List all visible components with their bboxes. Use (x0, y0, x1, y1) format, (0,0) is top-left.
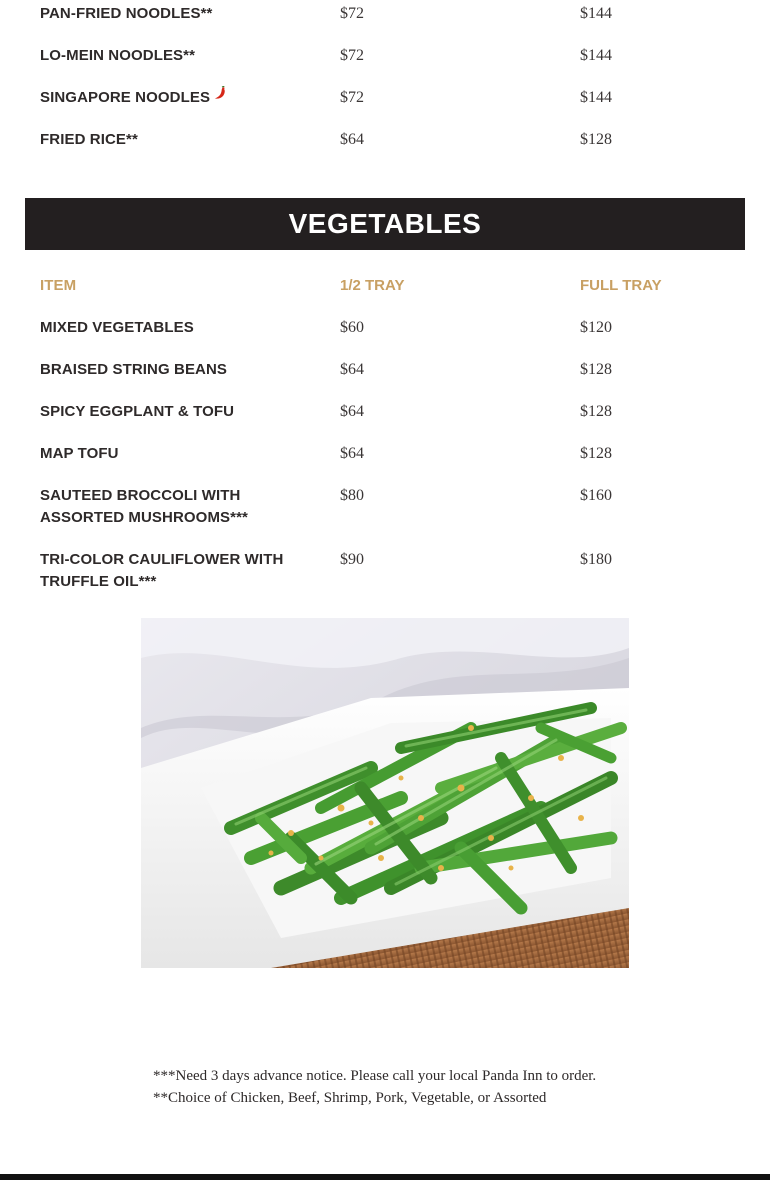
header-half-tray: 1/2 TRAY (340, 277, 405, 294)
item-name: PAN-FRIED NOODLES** (40, 5, 213, 22)
full-tray-price: $120 (580, 319, 612, 336)
menu-row (0, 443, 770, 465)
half-tray-price: $80 (340, 487, 364, 504)
item-name: LO-MEIN NOODLES** (40, 47, 196, 64)
full-tray-price: $144 (580, 89, 612, 106)
full-tray-price: $128 (580, 361, 612, 378)
item-name: SAUTEED BROCCOLI WITH ASSORTED MUSHROOMS*** (40, 487, 248, 526)
menu-row (0, 359, 770, 381)
section-title-banner: VEGETABLES (25, 198, 745, 250)
item-name: MIXED VEGETABLES (40, 319, 194, 336)
half-tray-price: $72 (340, 89, 364, 106)
half-tray-price: $64 (340, 403, 364, 420)
advance-notice-note: ***Need 3 days advance notice. Please call your local Panda Inn to order. (153, 1068, 597, 1084)
half-tray-price: $72 (340, 5, 364, 22)
header-full-tray: FULL TRAY (580, 277, 662, 294)
menu-row (0, 3, 770, 25)
string-beans-photo (141, 618, 629, 968)
footnotes (153, 1065, 596, 1109)
bottom-bar (0, 1174, 770, 1180)
menu-row (0, 549, 770, 593)
menu-row (0, 401, 770, 423)
full-tray-price: $180 (580, 551, 612, 568)
menu-row (0, 87, 770, 109)
half-tray-price: $90 (340, 551, 364, 568)
full-tray-price: $144 (580, 47, 612, 64)
menu-row (0, 485, 770, 529)
half-tray-price: $64 (340, 361, 364, 378)
item-name-with-icon (40, 87, 310, 109)
half-tray-price: $72 (340, 47, 364, 64)
protein-choice-note: **Choice of Chicken, Beef, Shrimp, Pork, Vegetable, or Assorted (153, 1090, 547, 1106)
full-tray-price: $128 (580, 403, 612, 420)
item-name: FRIED RICE** (40, 131, 138, 148)
table-header (0, 275, 770, 297)
item-name: TRI-COLOR CAULIFLOWER WITH TRUFFLE OIL*** (40, 551, 284, 590)
half-tray-price: $64 (340, 445, 364, 462)
full-tray-price: $144 (580, 5, 612, 22)
item-name: SPICY EGGPLANT & TOFU (40, 403, 235, 420)
half-tray-price: $64 (340, 131, 364, 148)
chili-pepper-icon (213, 85, 227, 107)
menu-row (0, 45, 770, 67)
item-name: SINGAPORE NOODLES (40, 89, 211, 106)
half-tray-price: $60 (340, 319, 364, 336)
header-item: ITEM (40, 277, 77, 294)
full-tray-price: $160 (580, 487, 612, 504)
item-name: BRAISED STRING BEANS (40, 361, 228, 378)
menu-row (0, 317, 770, 339)
menu-row (0, 129, 770, 151)
full-tray-price: $128 (580, 131, 612, 148)
full-tray-price: $128 (580, 445, 612, 462)
item-name: MAP TOFU (40, 445, 119, 462)
